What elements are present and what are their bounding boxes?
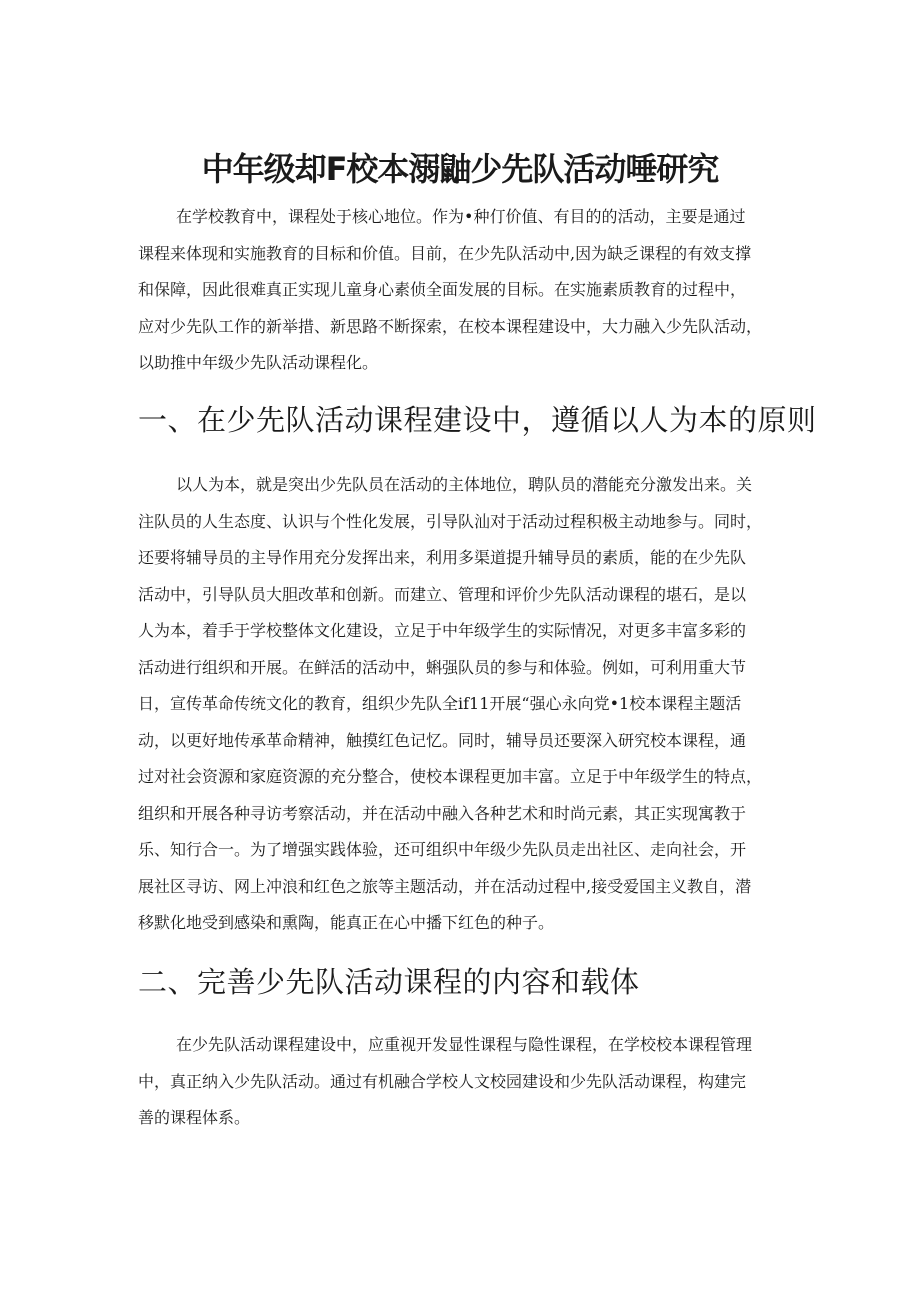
text-line: 动，以更好地传承革命精神，触摸红色记忆。同时，辅导员还要深入研究校本课程，通 — [138, 730, 747, 750]
document-title: 中年级却F校本溺鼬少先队活动唾研究 — [201, 150, 719, 189]
text-line: 人为本，着手于学校整体文化建设，立足于中年级学生的实际情况，对更多丰富多彩的 — [138, 621, 747, 640]
text-line: 以助推中年级少先队活动课程化。 — [138, 353, 379, 372]
text-line: 注队员的人生态度、认识与个性化发展，引导队汕对于活动过程积极主动地参与。同时， — [138, 511, 763, 531]
text-line: 组织和开展各种寻访考察活动，并在活动中融入各种艺术和时尚元素，其正实现寓教于 — [138, 803, 747, 823]
section-1-heading: 一、在少先队活动课程建设中，遵循以人为本的原则 — [138, 403, 817, 437]
text-line: 过对社会资源和家庭资源的充分整合，使校本课程更加丰富。立足于中年级学生的特点， — [138, 767, 763, 786]
text-line: 展社区寻访、网上冲浪和红色之旅等主题活动，并在活动过程中,接受爱国主义教自，潜 — [138, 876, 752, 896]
text-line: 乐、知行合一。为了增强实践体验，还可组织中年级少先队员走出社区、走向社会，开 — [138, 840, 747, 859]
text-line: 和保障，因此很难真正实现儿童身心素侦全面发展的目标。在实施素质教育的过程中， — [138, 280, 747, 299]
text-line: 在学校教育中，课程处于核心地位。作为•种仃价值、有目的的活动，主要是通过 — [176, 207, 746, 226]
section-2-paragraph — [138, 1027, 786, 1137]
text-line: 中，真正纳入少先队活动。通过有机融合学校人文校园建设和少先队活动课程，构建完 — [138, 1071, 747, 1091]
text-line: 还要将辅导员的主导作用充分发挥出来，利用多渠道提升辅导员的素质，能的在少先队 — [138, 548, 747, 567]
text-line: 善的课程体系。 — [138, 1108, 251, 1127]
text-line: 活动进行组织和开展。在鲜活的活动中，蝌强队员的参与和体验。例如，可利用重大节 — [138, 657, 747, 677]
intro-paragraph — [138, 199, 786, 382]
section-1-paragraph — [138, 467, 786, 942]
text-line: 应对少先队工作的新举措、新思路不断探索，在校本课程建设中，大力融入少先队活动， — [138, 316, 763, 336]
text-line: 活动中，引导队员大胆改革和创新。而建立、管理和评价少先队活动课程的堪石，是以 — [138, 584, 747, 604]
text-line: 在少先队活动课程建设中，应重视开发显性课程与隐性课程，在学校校本课程管理 — [176, 1035, 753, 1054]
text-line: 移默化地受到感染和熏陶，能真正在心中播下红色的种子。 — [138, 913, 555, 932]
text-line: 课程来体现和实施教育的目标和价值。目前，在少先队活动中,因为缺乏课程的有效支撑 — [138, 243, 752, 263]
section-2-heading: 二、完善少先队活动课程的内容和载体 — [138, 965, 640, 999]
text-line: 以人为本，就是突出少先队员在活动的主体地位，聘队员的潜能充分激发出来。关 — [176, 475, 753, 494]
text-line: 日，宣传革命传统文化的教育，组织少先队全if11开展“强心永向党•1校本课程主题活 — [138, 694, 742, 713]
